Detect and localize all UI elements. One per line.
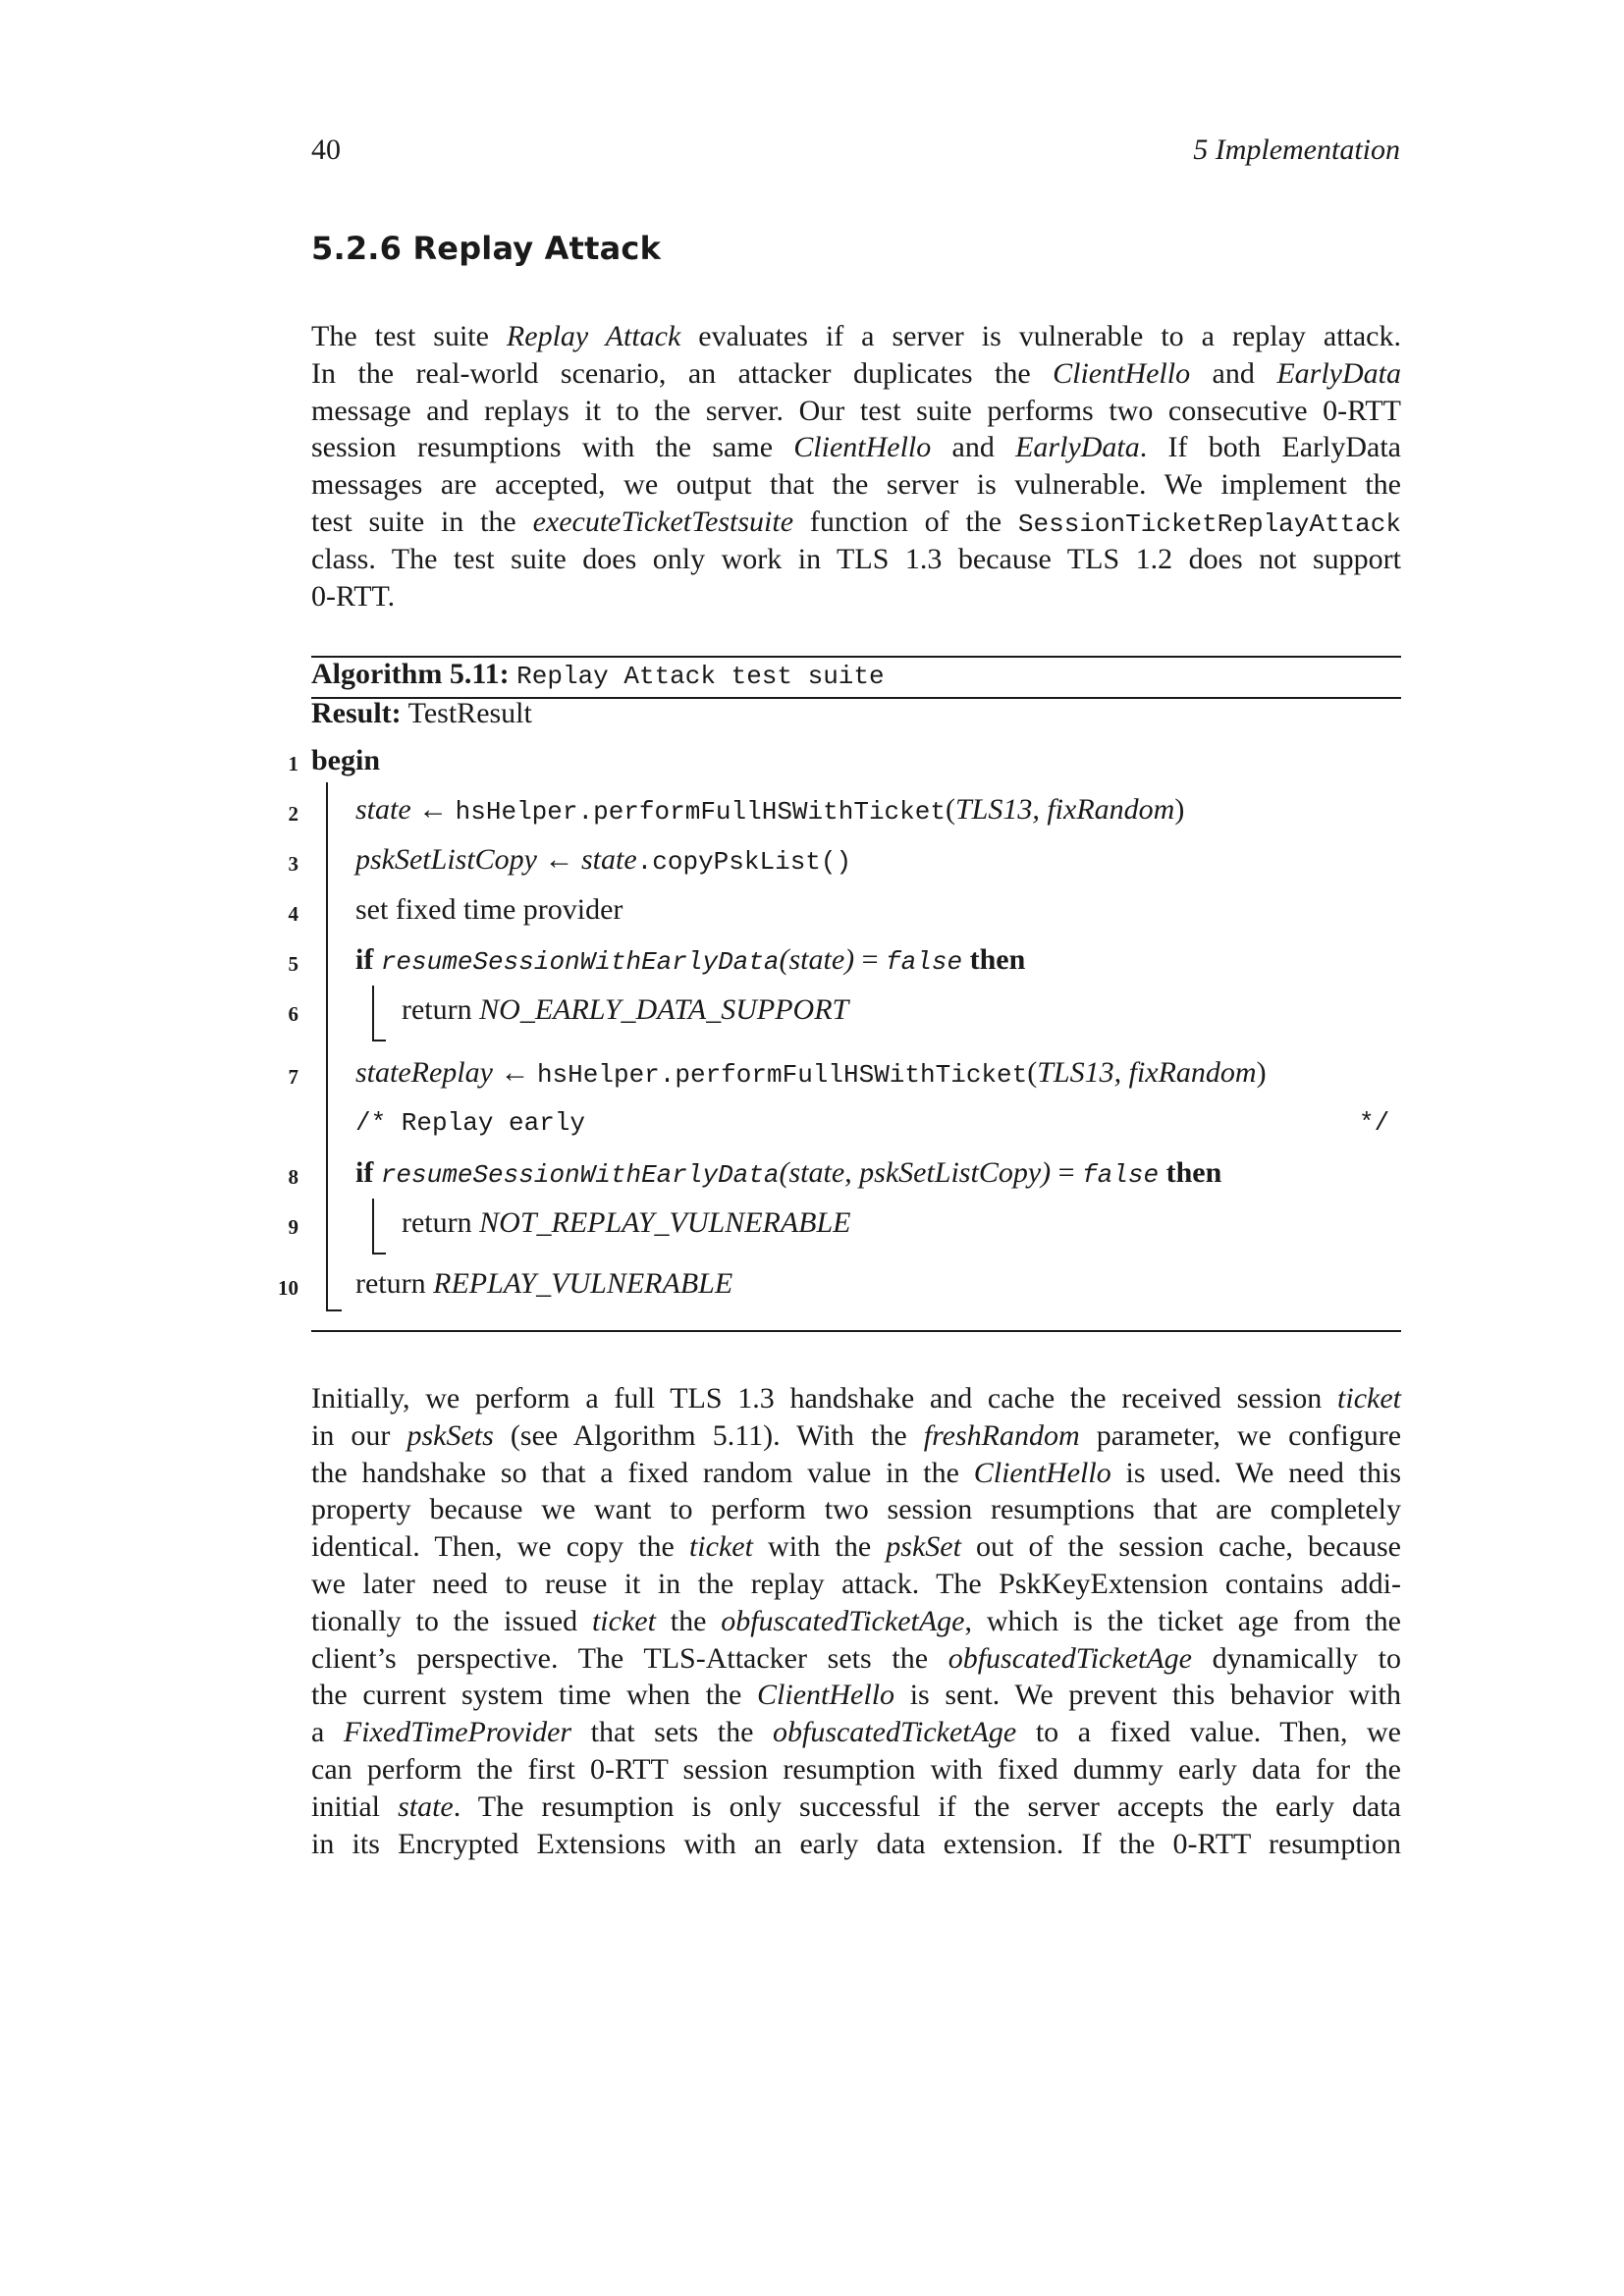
algorithm-result: Result: TestResult [311, 697, 532, 729]
text-line: identical. Then, we copy the ticket with the pskSet out of the session cache, because [311, 1530, 1401, 1564]
algo-line-9: return NOT_REPLAY_VULNERABLE [402, 1206, 851, 1239]
line-number: 9 [288, 1215, 298, 1239]
text-line: client’s perspective. The TLS-Attacker sets the obfuscatedTicketAge dynamically to [311, 1641, 1401, 1675]
algo-line-6: return NO_EARLY_DATA_SUPPORT [402, 993, 849, 1026]
algorithm-caption: Algorithm 5.11: Replay Attack test suite [311, 658, 885, 691]
line-number: 2 [288, 802, 298, 826]
text-line: messages are accepted, we output that the server is vulnerable. We implement the [311, 468, 1401, 502]
text-line: a FixedTimeProvider that sets the obfuscatedTicketAge to a fixed value. Then, we [311, 1716, 1401, 1749]
line-number: 6 [288, 1002, 298, 1026]
line-number: 1 [288, 752, 298, 775]
line-number: 5 [288, 952, 298, 976]
algorithm-bottom-rule [311, 1330, 1401, 1332]
text-line: in its Encrypted Extensions with an early data extension. If the 0-RTT resumption [311, 1827, 1401, 1860]
text-line: class. The test suite does only work in TLS 1.3 because TLS 1.2 does not support [311, 542, 1401, 575]
section-heading: 5.2.6 Replay Attack [311, 230, 662, 267]
algo-line-8: if resumeSessionWithEarlyData(state, pskSetListCopy) = false then [355, 1156, 1222, 1190]
algo-line-10: return REPLAY_VULNERABLE [355, 1267, 733, 1300]
text-line: the current system time when the ClientHello is sent. We prevent this behavior with [311, 1679, 1401, 1712]
text-line: The test suite Replay Attack evaluates if a server is vulnerable to a replay attack. [311, 320, 1401, 352]
explanation-paragraph [311, 1380, 1401, 1862]
text-line: can perform the first 0-RTT session resumption with fixed dummy early data for the [311, 1752, 1401, 1786]
text-line: in our pskSets (see Algorithm 5.11). With the freshRandom parameter, we configure [311, 1418, 1402, 1452]
algo-line-2: state ← hsHelper.performFullHSWithTicket(TLS13, fixRandom) [355, 793, 1185, 827]
text-line: initial state. The resumption is only successful if the server accepts the early data [311, 1789, 1401, 1823]
text-line: 0-RTT. [311, 579, 396, 613]
text-line: the handshake so that a fixed random value in the ClientHello is used. We need this [311, 1456, 1402, 1489]
text-line: tionally to the issued ticket the obfuscatedTicketAge, which is the ticket age from the [311, 1604, 1401, 1637]
algo-line-7: stateReplay ← hsHelper.performFullHSWithTicket(TLS13, fixRandom) [355, 1056, 1267, 1090]
text-line: session resumptions with the same ClientHello and EarlyData. If both EarlyData [311, 431, 1401, 464]
begin-scope-end [326, 1309, 342, 1311]
if-scope-end [372, 1253, 386, 1255]
if-scope-line [372, 1199, 374, 1253]
text-line: property because we want to perform two session resumptions that are completely [311, 1493, 1401, 1526]
line-number: 3 [288, 852, 298, 876]
line-number: 4 [288, 902, 298, 926]
line-number: 10 [278, 1276, 298, 1300]
algo-line-5: if resumeSessionWithEarlyData(state) = false then [355, 943, 1026, 977]
intro-paragraph [311, 318, 1401, 614]
algo-comment-close: */ [1359, 1108, 1390, 1138]
running-head: 5 Implementation [1193, 133, 1400, 166]
text-line: test suite in the executeTicketTestsuite function of the SessionTicketReplayAttack [311, 505, 1401, 539]
algo-begin: begin [311, 744, 381, 776]
if-scope-line [372, 986, 374, 1040]
page-number: 40 [311, 133, 341, 166]
algo-line-4: set fixed time provider [355, 893, 623, 926]
text-line: Initially, we perform a full TLS 1.3 handshake and cache the received session ticket [311, 1382, 1401, 1415]
text-line: message and replays it to the server. Our test suite performs two consecutive 0-RTT [311, 394, 1401, 427]
text-line: we later need to reuse it in the replay attack. The PskKeyExtension contains addi- [311, 1567, 1401, 1600]
text-line: In the real-world scenario, an attacker duplicates the ClientHello and EarlyData [311, 356, 1401, 390]
algo-line-3: pskSetListCopy ← state.copyPskList() [355, 843, 852, 877]
algo-comment-open: /* Replay early [355, 1108, 586, 1138]
line-number: 7 [288, 1065, 298, 1089]
begin-scope-line [326, 782, 328, 1309]
if-scope-end [372, 1040, 386, 1041]
line-number: 8 [288, 1165, 298, 1189]
